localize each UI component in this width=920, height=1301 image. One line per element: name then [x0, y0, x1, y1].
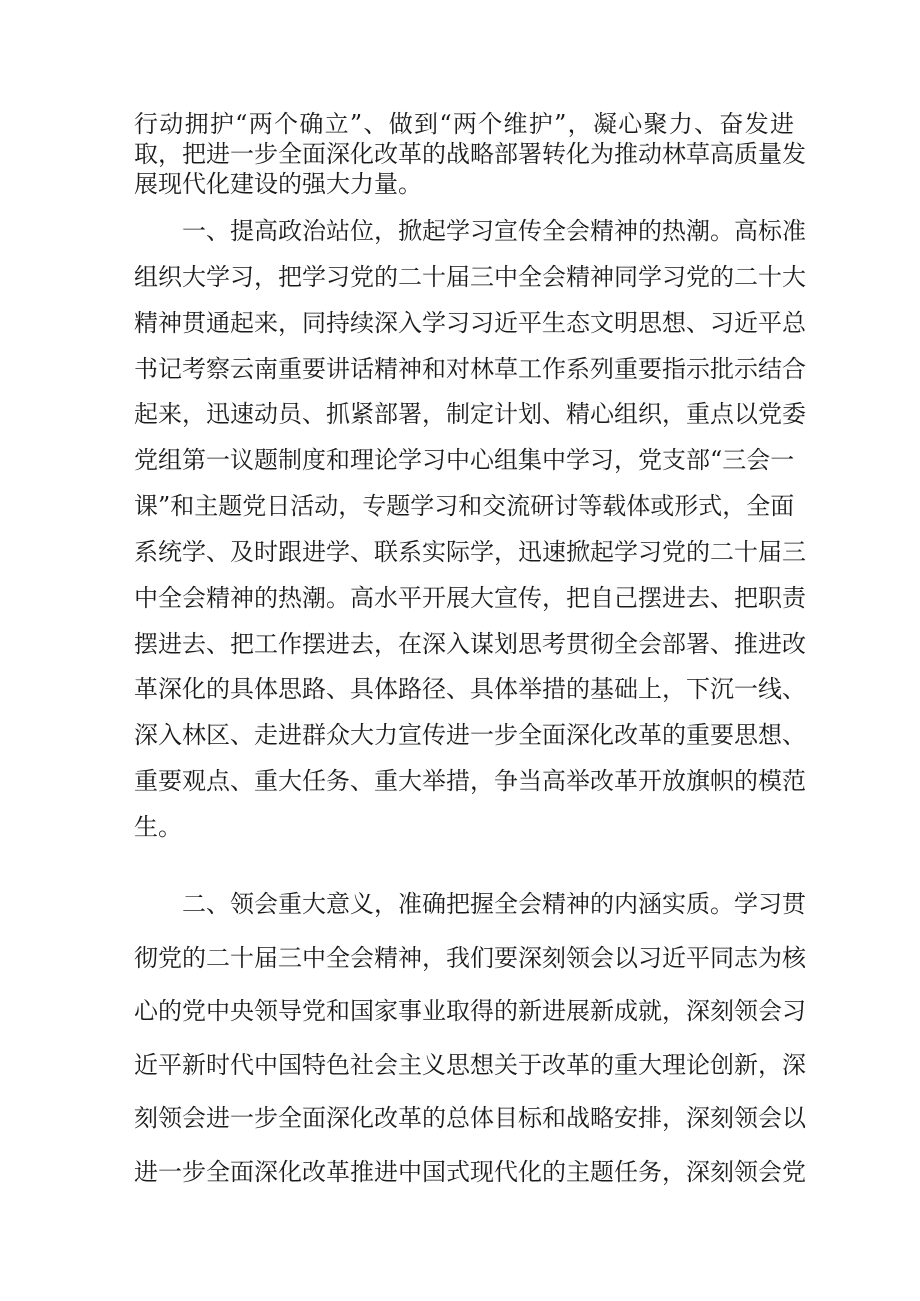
paragraph-line: 行动拥护“两个确立”、做到“两个维护”，凝心聚力、奋发进	[134, 110, 794, 138]
paragraph-line: 重要观点、重大任务、重大举措，争当高举改革开放旗帜的模范	[134, 767, 806, 795]
paragraph-line: 课”和主题党日活动，专题学习和交流研讨等载体或形式，全面	[134, 492, 795, 520]
paragraph-line: 精神贯通起来，同持续深入学习习近平生态文明思想、习近平总	[134, 309, 806, 337]
paragraph-line: 近平新时代中国特色社会主义思想关于改革的重大理论创新，深	[134, 1051, 806, 1079]
paragraph-line: 起来，迅速动员、抓紧部署，制定计划、精心组织，重点以党委	[134, 400, 806, 428]
paragraph-line: 心的党中央领导党和国家事业取得的新进展新成就，深刻领会习	[134, 997, 806, 1025]
paragraph-line: 进一步全面深化改革推进中国式现代化的主题任务，深刻领会党	[134, 1158, 806, 1186]
paragraph-line: 取，把进一步全面深化改革的战略部署转化为推动林草高质量发	[134, 140, 806, 168]
paragraph-line: 革深化的具体思路、具体路径、具体举措的基础上，下沉一线、	[134, 675, 806, 703]
paragraph-line: 党组第一议题制度和理论学习中心组集中学习，党支部“三会一	[134, 446, 795, 474]
paragraph-line: 彻党的二十届三中全会精神，我们要深刻领会以习近平同志为核	[134, 944, 806, 972]
paragraph-line: 刻领会进一步全面深化改革的总体目标和战略安排，深刻领会以	[134, 1104, 806, 1132]
paragraph-line: 深入林区、走进群众大力宣传进一步全面深化改革的重要思想、	[134, 721, 806, 749]
paragraph-line: 生。	[134, 813, 182, 841]
paragraph-line: 中全会精神的热潮。高水平开展大宣传，把自己摆进去、把职责	[134, 584, 806, 612]
paragraph-line: 展现代化建设的强大力量。	[134, 170, 422, 198]
paragraph-line: 组织大学习，把学习党的二十届三中全会精神同学习党的二十大	[134, 263, 806, 291]
paragraph-line: 摆进去、把工作摆进去，在深入谋划思考贯彻全会部署、推进改	[134, 630, 806, 658]
paragraph-line: 二、领会重大意义，准确把握全会精神的内涵实质。学习贯	[182, 890, 806, 918]
paragraph-line: 书记考察云南重要讲话精神和对林草工作系列重要指示批示结合	[134, 355, 806, 383]
paragraph-line: 一、提高政治站位，掀起学习宣传全会精神的热潮。高标准	[182, 217, 806, 245]
paragraph-line: 系统学、及时跟进学、联系实际学，迅速掀起学习党的二十届三	[134, 538, 806, 566]
